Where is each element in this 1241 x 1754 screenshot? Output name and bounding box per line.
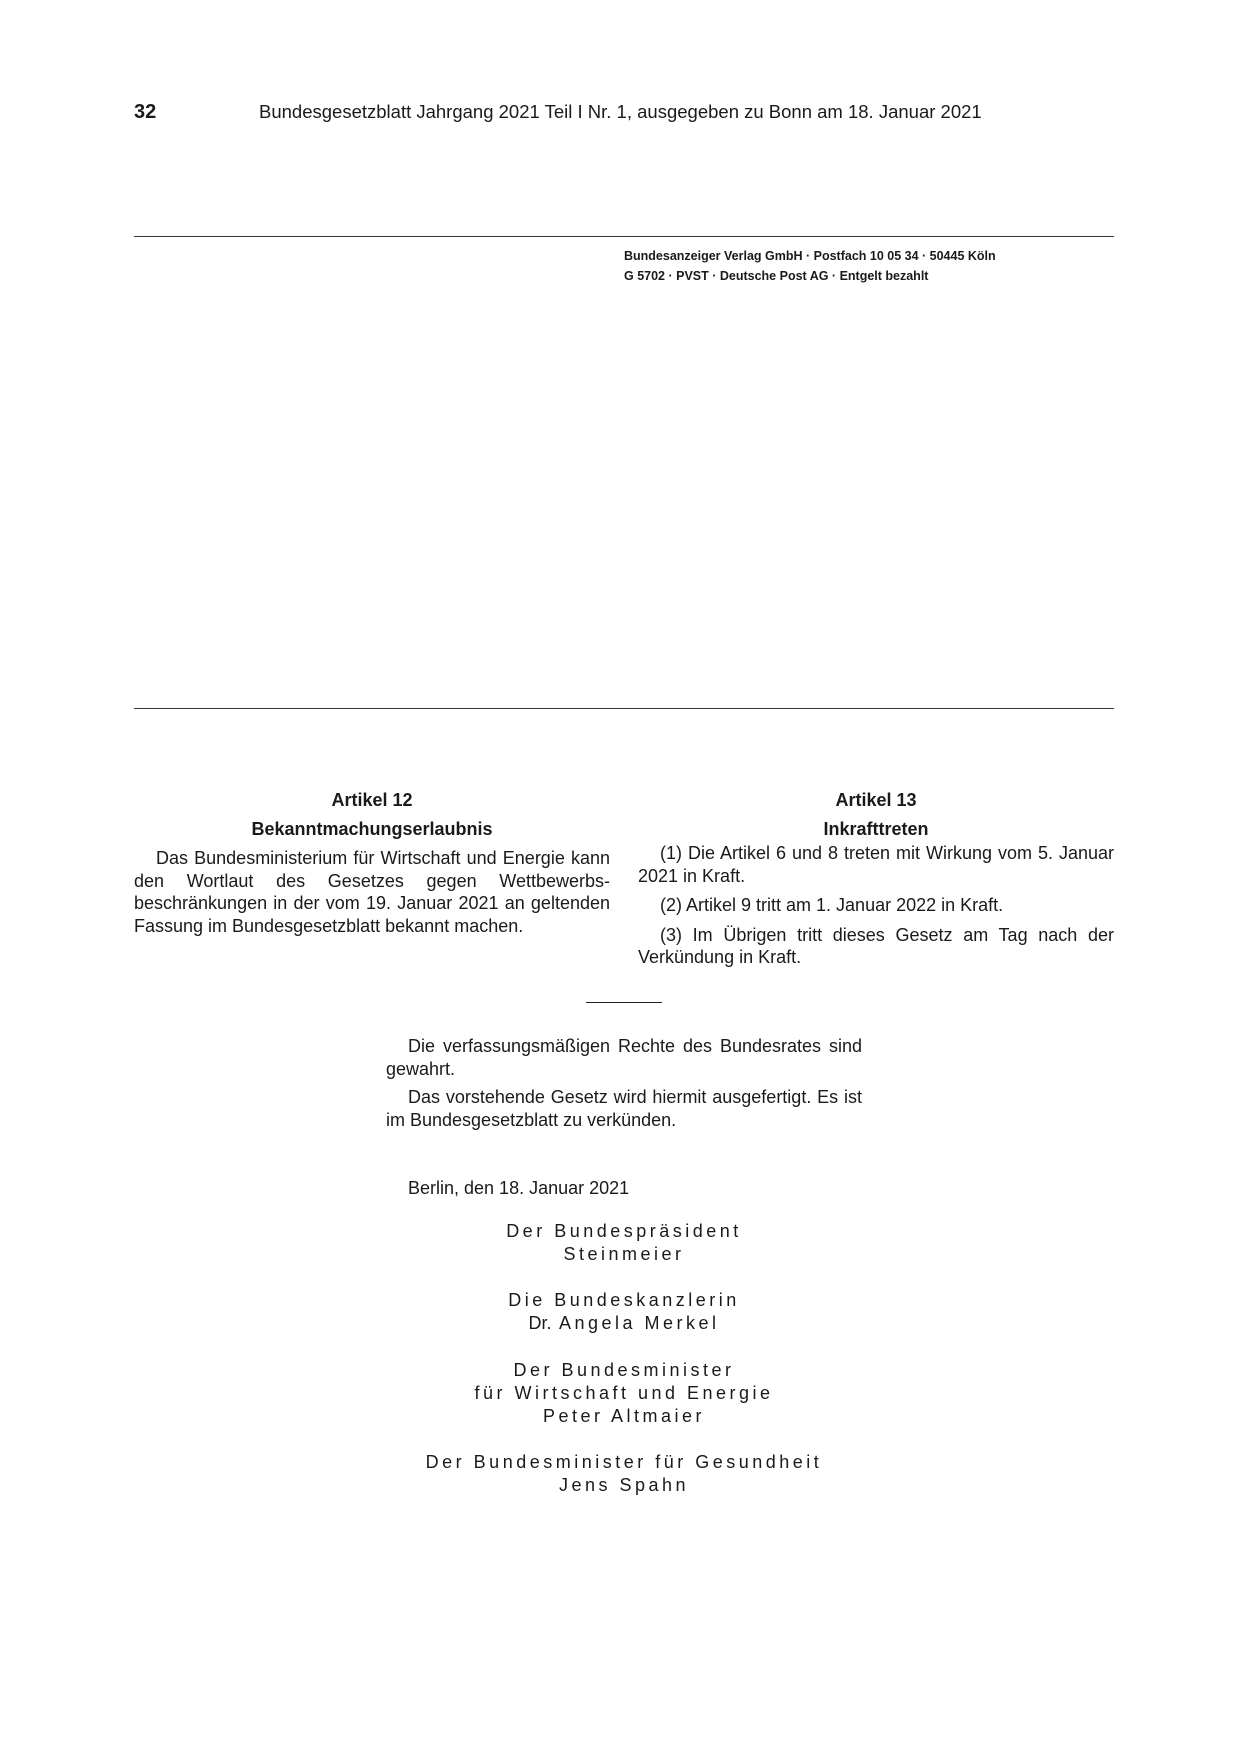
running-head: Bundesgesetzblatt Jahrgang 2021 Teil I Nr. 1, ausgegeben zu Bonn am 18. Januar 2021	[259, 101, 982, 122]
article-12-title: Bekanntmachungserlaubnis	[251, 819, 493, 839]
signatory-name: Steinmeier	[563, 1244, 685, 1264]
bottom-divider	[134, 708, 1114, 709]
postage-line: G 5702 · PVST · Deutsche Post AG · Entgelt bezahlt	[624, 269, 929, 283]
article-12	[134, 789, 610, 944]
article-13-paragraph-1: (1) Die Artikel 6 und 8 treten mit Wirkung vom 5. Januar 2021 in Kraft.	[638, 843, 1114, 886]
publisher-address: Bundesanzeiger Verlag GmbH · Postfach 10 05 34 · 50445 Köln	[624, 249, 996, 263]
signature-block-president	[386, 1220, 862, 1266]
article-12-heading: Artikel 12	[331, 790, 413, 810]
signatory-name-line	[386, 1312, 862, 1335]
signatory-office: Der Bundespräsident	[506, 1221, 742, 1241]
article-13	[638, 789, 1114, 976]
signature-block-health-minister	[386, 1451, 862, 1497]
signature-block-economy-minister	[386, 1359, 862, 1428]
closing-formula	[386, 1035, 862, 1137]
signatory-office-line-2: für Wirtschaft und Energie	[474, 1383, 774, 1403]
article-13-title: Inkrafttreten	[823, 819, 929, 839]
top-divider	[134, 236, 1114, 237]
signatory-name: Jens Spahn	[558, 1475, 690, 1495]
signatory-office: Die Bundeskanzlerin	[508, 1290, 740, 1310]
closing-paragraph-1: Die verfassungsmäßigen Rechte des Bundesrates sind gewahrt.	[386, 1036, 862, 1079]
article-13-heading: Artikel 13	[835, 790, 917, 810]
date-line: Berlin, den 18. Januar 2021	[408, 1178, 630, 1198]
closing-paragraph-2: Das vorstehende Gesetz wird hiermit ausgefertigt. Es ist im Bundesgesetzblatt zu verkünden.	[386, 1087, 862, 1130]
signature-block-chancellor	[386, 1289, 862, 1335]
article-12-paragraph: Das Bundesministerium für Wirtschaft und Energie kann den Wortlaut des Gesetzes gegen Wettbewerbsbeschränkungen in der vom 19. Januar 2021 an geltenden Fassung im Bundesgesetzblatt bekannt machen.	[134, 848, 610, 936]
page-number: 32	[134, 101, 157, 123]
article-13-paragraph-2: (2) Artikel 9 tritt am 1. Januar 2022 in Kraft.	[660, 895, 1004, 915]
article-13-paragraph-3: (3) Im Übrigen tritt dieses Gesetz am Tag nach der Verkündung in Kraft.	[638, 924, 1114, 967]
signatory-office: Der Bundesminister für Gesundheit	[425, 1452, 823, 1472]
signatory-name: Peter Altmaier	[542, 1406, 706, 1426]
signatory-name: Angela Merkel	[558, 1313, 720, 1333]
signatory-title: Dr.	[528, 1313, 552, 1333]
signatory-office: Der Bundesminister	[513, 1360, 735, 1380]
short-divider	[586, 1002, 662, 1003]
publisher-block	[624, 246, 996, 286]
